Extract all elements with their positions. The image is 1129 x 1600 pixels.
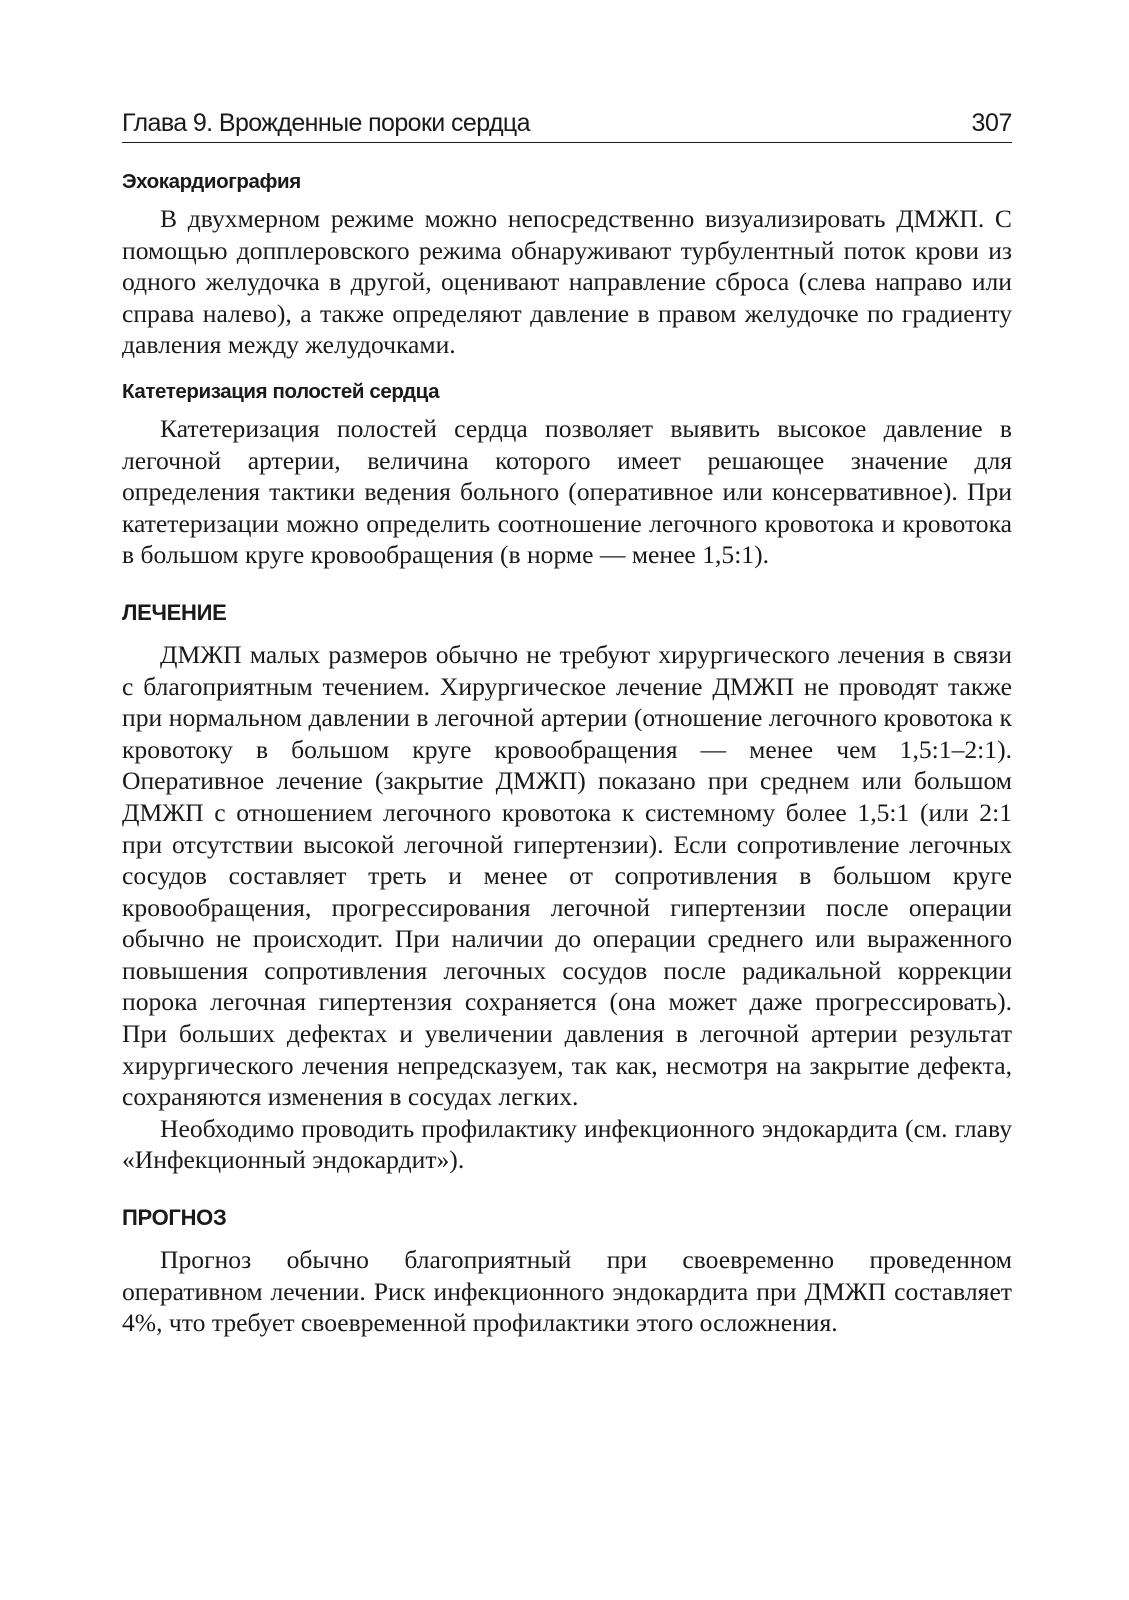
echocardiography-heading: Эхокардиография [122,170,301,193]
prognosis-heading: ПРОГНОЗ [122,1205,227,1231]
treatment-heading: ЛЕЧЕНИЕ [122,599,227,625]
treatment-paragraph-1: ДМЖП малых размеров обычно не требуют хирургического лечения в связи с благоприятным течением. Хирургическое лечение ДМЖП не проводят также при нормальном давлении в легочной артерии (отношение легочного кровотока к кровотоку в большом круге кровообращения — менее чем 1,5:1–2:1). Оперативное лечение (закрытие ДМЖП) показано при среднем или большом ДМЖП с отношением легочного кровотока к системному более 1,5:1 (или 2:1 при отсутствии высокой легочной гипертензии). Если сопротивление легочных сосудов составляет треть и менее от сопротивления в большом круге кровообращения, прогрессирования легочной гипертензии после операции обычно не происходит. При наличии до операции среднего или выраженного повышения сопротивления легочных сосудов после радикальной коррекции порока легочная гипертензия сохраняется (она может даже прогрессировать). При больших дефектах и увеличении давления в легочной артерии результат хирургического лечения непредсказуем, так как, несмотря на закрытие дефекта, сохраняются изменения в сосудах легких. [122,639,1012,1112]
catheterization-paragraph: Катетеризация полостей сердца позволяет выявить высокое давление в легочной артерии, величина которого имеет решающее значение для определения тактики ведения больного (оперативное или консервативное). При катетеризации можно определить соотношение легочного кровотока и кровотока в большом круге кровообращения (в норме — менее 1,5:1). [122,413,1012,570]
echocardiography-paragraph: В двухмерном режиме можно непосредственно визуализировать ДМЖП. С помощью допплеровского режима обнаруживают турбулентный поток крови из одного желудочка в другой, оценивают направление сброса (слева направо или справа налево), а также определяют давление в правом желудочке по градиенту давления между желудочками. [122,204,1012,360]
book-page [122,108,1012,1339]
catheterization-heading: Катетеризация полостей сердца [122,379,440,403]
chapter-title: Глава 9. Врожденные пороки сердца [122,109,530,137]
treatment-paragraph-2: Необходимо проводить профилактику инфекционного эндокардита (см. главу «Инфекционный эндокардит»). [122,1113,1012,1175]
page-number: 307 [971,109,1012,137]
running-head [122,108,1012,143]
prognosis-paragraph: Прогноз обычно благоприятный при своевременно проведенном оперативном лечении. Риск инфекционного эндокардита при ДМЖП составляет 4%, что требует своевременной профилактики этого осложнения. [122,1245,1012,1338]
